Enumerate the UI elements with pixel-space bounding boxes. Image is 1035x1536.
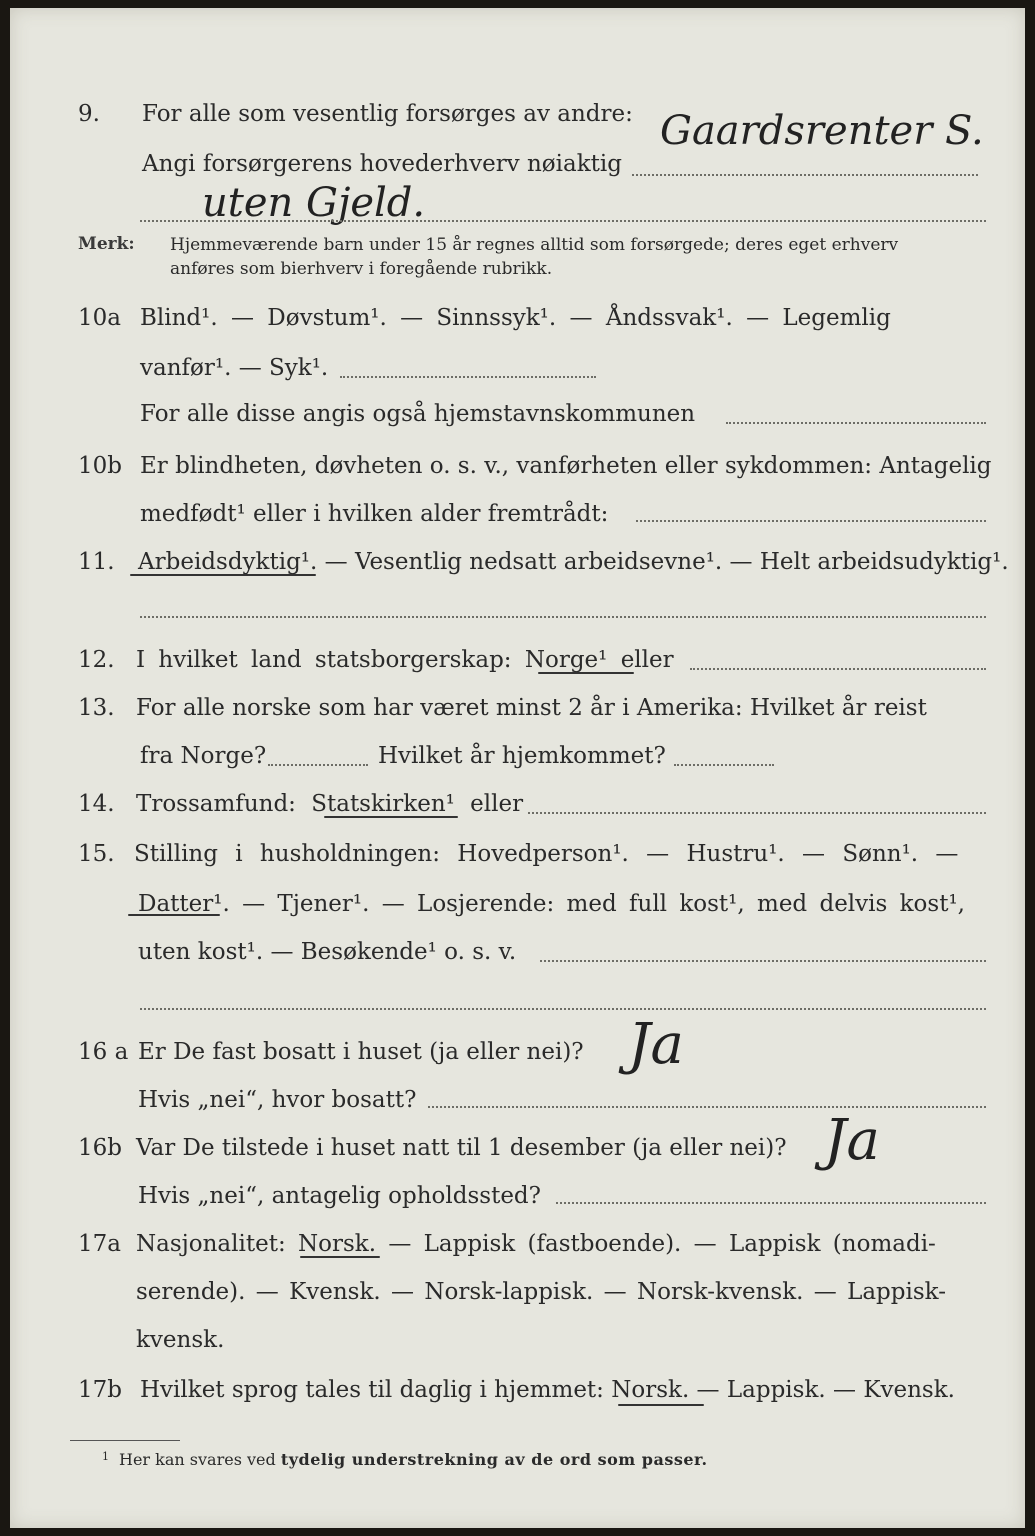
answer-underline (128, 914, 220, 916)
question-text: I hvilket land statsborgerskap: Norge¹ eller (136, 647, 674, 673)
answer-underline (300, 1256, 380, 1258)
question-text: serende). — Kvensk. — Norsk-lappisk. — Norsk-kvensk. — Lappisk- (136, 1279, 946, 1305)
answer-line (340, 376, 596, 378)
question-number: 13. (78, 695, 115, 721)
handwritten-answer: Ja (628, 1012, 684, 1077)
question-text: medfødt¹ eller i hvilken alder fremtrådt: (140, 501, 609, 527)
answer-underline (324, 816, 458, 818)
footnote (102, 1450, 708, 1469)
question-text: Er De fast bosatt i huset (ja eller nei)? (138, 1039, 584, 1065)
answer-underline (130, 574, 316, 576)
question-text: Hvis „nei“, antagelig opholdssted? (138, 1183, 541, 1209)
question-number: 15. (78, 841, 115, 867)
footnote-emphasis: tydelig understrekning av de ord som passer. (280, 1450, 708, 1469)
question-text: For alle norske som har været minst 2 år i Amerika: Hvilket år reist (136, 695, 927, 721)
question-number: 17b (78, 1377, 122, 1403)
question-number: 16b (78, 1135, 122, 1161)
answer-line (632, 174, 978, 176)
answer-underline (618, 1404, 704, 1406)
footnote-text: Her kan svares ved (119, 1450, 281, 1469)
answer-line (690, 668, 986, 670)
question-text: Angi forsørgerens hovederhverv nøiaktig (142, 151, 622, 177)
question-number: 10a (78, 305, 121, 331)
question-text: For alle disse angis også hjemstavnskommunen (140, 401, 696, 427)
question-text: Nasjonalitet: Norsk. — Lappisk (fastboende). — Lappisk (nomadi- (136, 1231, 936, 1257)
question-text: Arbeidsdyktig¹. — Vesentlig nedsatt arbeidsevne¹. — Helt arbeidsudyktig¹. (138, 549, 1009, 575)
handwritten-answer: Ja (824, 1108, 880, 1173)
question-text: vanfør¹. — Syk¹. (140, 355, 329, 381)
question-text: uten kost¹. — Besøkende¹ o. s. v. (138, 939, 517, 965)
answer-line (528, 812, 986, 814)
question-text: kvensk. (136, 1327, 225, 1353)
question-number: 16 a (78, 1039, 129, 1065)
note-line: anføres som bierhverv i foregående rubrikk. (170, 259, 553, 279)
question-number: 12. (78, 647, 115, 673)
census-form-page (10, 8, 1025, 1528)
question-text: Var De tilstede i huset natt til 1 desember (ja eller nei)? (136, 1135, 787, 1161)
answer-line (140, 616, 986, 618)
answer-line (140, 220, 986, 222)
answer-line (428, 1106, 986, 1108)
question-number: 14. (78, 791, 115, 817)
question-number: 11. (78, 549, 115, 575)
question-number: 9. (78, 101, 100, 127)
answer-line (726, 422, 986, 424)
question-text: Er blindheten, døvheten o. s. v., vanførheten eller sykdommen: Antagelig (140, 453, 992, 479)
answer-line (674, 764, 774, 766)
answer-line (540, 960, 986, 962)
answer-line (636, 520, 986, 522)
question-text: Hvilket år hjemkommet? (378, 743, 666, 769)
question-text: fra Norge? (140, 743, 267, 769)
question-text: For alle som vesentlig forsørges av andre: (142, 101, 633, 127)
note-line: Hjemmeværende barn under 15 år regnes alltid som forsørgede; deres eget erhverv (170, 235, 899, 255)
question-text: Datter¹. — Tjener¹. — Losjerende: med full kost¹, med delvis kost¹, (138, 891, 965, 917)
question-text: Trossamfund: Statskirken¹ eller (136, 791, 524, 817)
question-text: Hvilket sprog tales til daglig i hjemmet: Norsk. — Lappisk. — Kvensk. (140, 1377, 955, 1403)
answer-line (140, 1008, 986, 1010)
handwritten-answer: Gaardsrenter S. (660, 108, 984, 154)
question-text: Blind¹. — Døvstum¹. — Sinnssyk¹. — Åndssvak¹. — Legemlig (140, 305, 891, 331)
handwritten-answer: uten Gjeld. (202, 180, 426, 226)
question-number: 17a (78, 1231, 121, 1257)
answer-underline (538, 672, 634, 674)
footnote-rule (70, 1440, 180, 1441)
question-text: Stilling i husholdningen: Hovedperson¹. — Hustru¹. — Sønn¹. — (134, 841, 959, 867)
answer-line (556, 1202, 986, 1204)
answer-line (268, 764, 368, 766)
question-text: Hvis „nei“, hvor bosatt? (138, 1087, 417, 1113)
note-label: Merk: (78, 234, 135, 254)
question-number: 10b (78, 453, 122, 479)
footnote-mark: 1 (102, 1450, 109, 1463)
